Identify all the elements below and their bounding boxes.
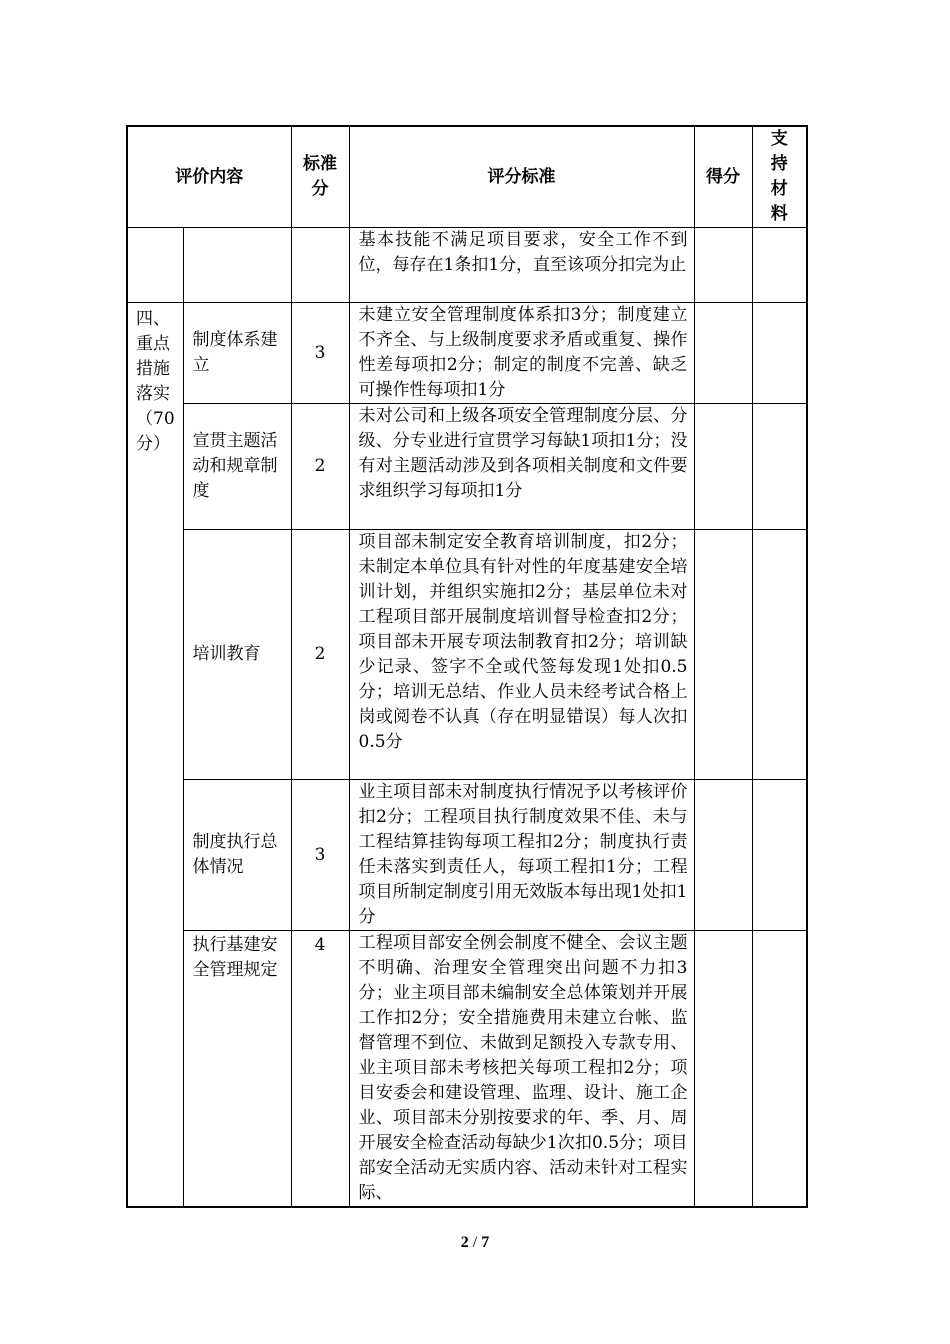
section-title: 四、重点措施落实（70分）	[127, 303, 183, 1208]
table-row	[127, 931, 807, 1208]
criteria-cell: 业主项目部未对制度执行情况予以考核评价扣2分；工程项目执行制度效果不佳、未与工程结算挂钩每项工程扣2分；制度执行责任未落实到责任人，每项工程扣1分；工程项目所制定制度引用无效版本每出现1处扣1分	[349, 780, 694, 931]
table-row	[127, 404, 807, 530]
criteria-cell: 未建立安全管理制度体系扣3分；制度建立不齐全、与上级制度要求矛盾或重复、操作性差每项扣2分；制定的制度不完善、缺乏可操作性每项扣1分	[349, 303, 694, 404]
page-number	[0, 1234, 950, 1252]
table-row	[127, 780, 807, 931]
page-total: 7	[481, 1234, 490, 1251]
score-cell: 2	[291, 530, 349, 780]
score-cell: 3	[291, 303, 349, 404]
criteria-cell: 工程项目部安全例会制度不健全、会议主题不明确、治理安全管理突出问题不力扣3分；业主项目部未编制安全总体策划并开展工作扣2分；安全措施费用未建立台帐、监督管理不到位、未做到足额投入专款专用、业主项目部未考核把关每项工程扣2分；项目安委会和建设管理、监理、设计、施工企业、项目部未分别按要求的年、季、月、周开展安全检查活动每缺少1次扣0.5分；项目部安全活动无实质内容、活动未针对工程实际、	[349, 931, 694, 1208]
header-support-material: 支持材料	[752, 126, 807, 228]
support-cell	[752, 404, 807, 530]
score-got-cell	[694, 228, 752, 303]
table-header-row	[127, 126, 807, 228]
table-row	[127, 303, 807, 404]
table-row	[127, 228, 807, 303]
criteria-cell: 未对公司和上级各项安全管理制度分层、分级、分专业进行宣贯学习每缺1项扣1分；没有对主题活动涉及到各项相关制度和文件要求组织学习每项扣1分	[349, 404, 694, 530]
criteria-cell: 项目部未制定安全教育培训制度，扣2分；未制定本单位具有针对性的年度基建安全培训计划，并组织实施扣2分；基层单位未对工程项目部开展制度培训督导检查扣2分；项目部未开展专项法制教育扣2分；培训缺少记录、签字不全或代签每发现1处扣0.5分；培训无总结、作业人员未经考试合格上岗或阅卷不认真（存在明显错误）每人次扣0.5分	[349, 530, 694, 780]
section-cell-empty	[127, 228, 183, 303]
page-separator: /	[472, 1234, 478, 1251]
page-current: 2	[460, 1234, 469, 1251]
evaluation-table	[126, 125, 808, 1208]
score-cell: 2	[291, 404, 349, 530]
item-cell: 制度执行总体情况	[183, 780, 291, 931]
header-score-got: 得分	[694, 126, 752, 228]
score-got-cell	[694, 303, 752, 404]
item-cell: 培训教育	[183, 530, 291, 780]
score-got-cell	[694, 530, 752, 780]
table-row	[127, 530, 807, 780]
criteria-cell: 基本技能不满足项目要求，安全工作不到位，每存在1条扣1分，直至该项分扣完为止	[349, 228, 694, 303]
support-cell	[752, 303, 807, 404]
score-cell: 3	[291, 780, 349, 931]
support-cell	[752, 228, 807, 303]
score-cell: 4	[291, 931, 349, 1208]
item-cell: 执行基建安全管理规定	[183, 931, 291, 1208]
support-cell	[752, 931, 807, 1208]
support-cell	[752, 780, 807, 931]
header-content: 评价内容	[127, 126, 291, 228]
item-cell: 制度体系建立	[183, 303, 291, 404]
header-standard-score: 标准分	[291, 126, 349, 228]
item-cell: 宣贯主题活动和规章制度	[183, 404, 291, 530]
score-cell	[291, 228, 349, 303]
score-got-cell	[694, 404, 752, 530]
header-criteria: 评分标准	[349, 126, 694, 228]
score-got-cell	[694, 931, 752, 1208]
score-got-cell	[694, 780, 752, 931]
item-cell	[183, 228, 291, 303]
support-cell	[752, 530, 807, 780]
